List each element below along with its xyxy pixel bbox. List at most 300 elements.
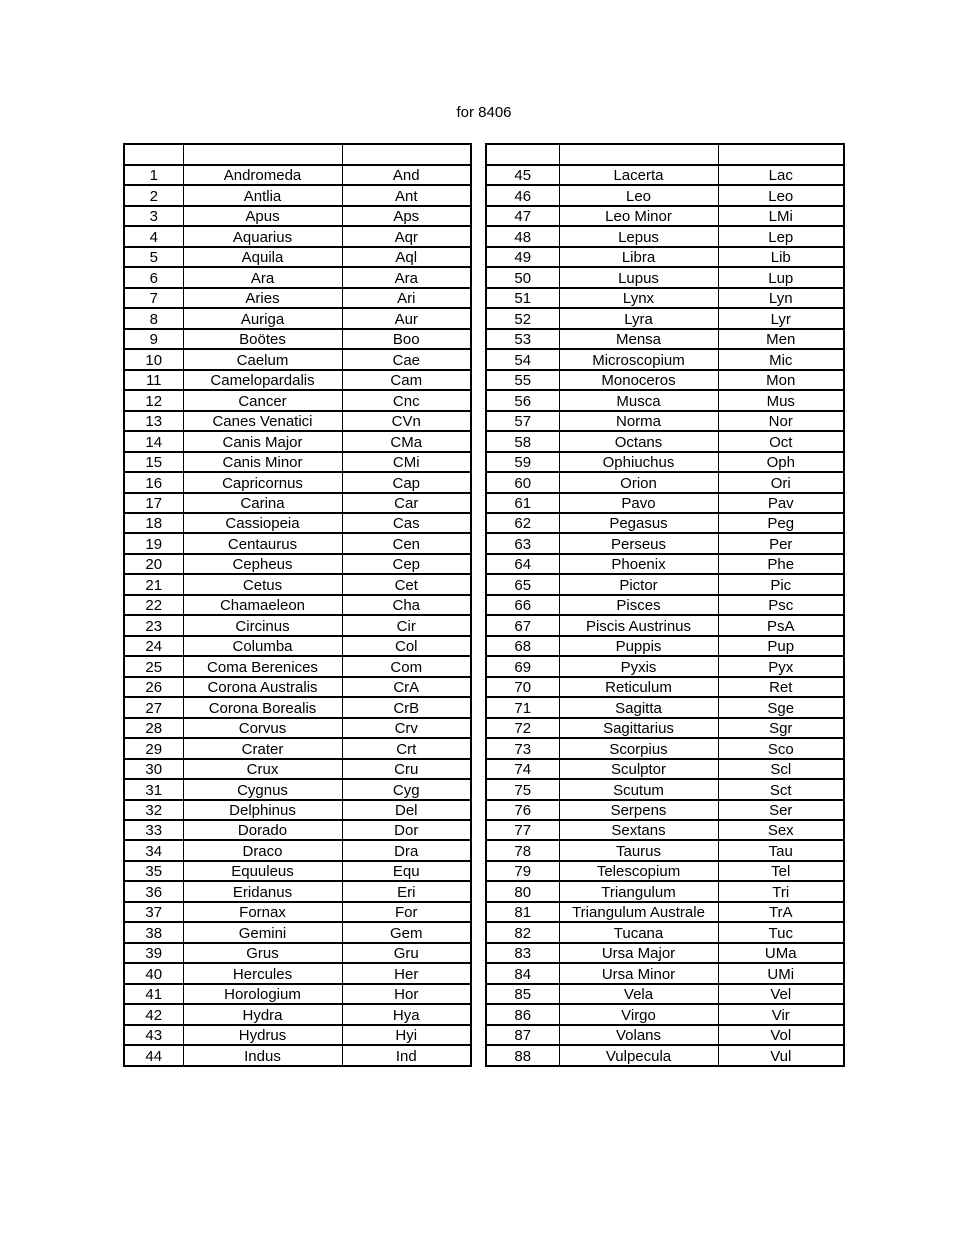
table-row xyxy=(486,267,844,287)
table-row xyxy=(486,390,844,410)
table-row xyxy=(124,431,471,451)
table-row xyxy=(486,206,844,226)
abbreviation-cell: For xyxy=(342,902,471,922)
name-cell: Lupus xyxy=(559,267,718,287)
abbreviation-cell: CMa xyxy=(342,431,471,451)
abbreviation-cell: Col xyxy=(342,636,471,656)
name-cell: Aquarius xyxy=(183,226,342,246)
abbreviation-cell: Sco xyxy=(718,738,844,758)
number-cell: 43 xyxy=(124,1025,183,1045)
number-cell: 20 xyxy=(124,554,183,574)
name-cell: Triangulum xyxy=(559,881,718,901)
abbreviation-cell: Hyi xyxy=(342,1025,471,1045)
number-cell: 12 xyxy=(124,390,183,410)
name-cell: Apus xyxy=(183,206,342,226)
name-cell: Draco xyxy=(183,840,342,860)
abbreviation-cell: Per xyxy=(718,533,844,553)
number-cell: 52 xyxy=(486,308,559,328)
name-cell: Volans xyxy=(559,1025,718,1045)
number-cell: 87 xyxy=(486,1025,559,1045)
number-cell: 42 xyxy=(124,1004,183,1024)
table-row xyxy=(486,452,844,472)
name-cell: Antlia xyxy=(183,185,342,205)
number-cell: 61 xyxy=(486,493,559,513)
number-cell: 85 xyxy=(486,984,559,1004)
name-cell: Pisces xyxy=(559,595,718,615)
abbreviation-cell: Aqr xyxy=(342,226,471,246)
abbreviation-cell: Ara xyxy=(342,267,471,287)
abbreviation-cell: Hya xyxy=(342,1004,471,1024)
table-row xyxy=(124,493,471,513)
number-cell: 3 xyxy=(124,206,183,226)
abbreviation-cell: Aur xyxy=(342,308,471,328)
header-cell xyxy=(486,144,559,165)
name-cell: Telescopium xyxy=(559,861,718,881)
abbreviation-cell: CrB xyxy=(342,697,471,717)
abbreviation-cell: Ant xyxy=(342,185,471,205)
name-cell: Taurus xyxy=(559,840,718,860)
abbreviation-cell: Equ xyxy=(342,861,471,881)
name-cell: Capricornus xyxy=(183,472,342,492)
number-cell: 8 xyxy=(124,308,183,328)
number-cell: 66 xyxy=(486,595,559,615)
name-cell: Carina xyxy=(183,493,342,513)
table-row xyxy=(124,308,471,328)
name-cell: Mensa xyxy=(559,329,718,349)
abbreviation-cell: Lyr xyxy=(718,308,844,328)
table-row xyxy=(486,349,844,369)
table-row xyxy=(486,1045,844,1065)
number-cell: 21 xyxy=(124,574,183,594)
number-cell: 25 xyxy=(124,656,183,676)
name-cell: Andromeda xyxy=(183,165,342,185)
name-cell: Cancer xyxy=(183,390,342,410)
number-cell: 83 xyxy=(486,943,559,963)
number-cell: 17 xyxy=(124,493,183,513)
table-row xyxy=(486,800,844,820)
name-cell: Cetus xyxy=(183,574,342,594)
abbreviation-cell: CMi xyxy=(342,452,471,472)
abbreviation-cell: Mon xyxy=(718,370,844,390)
table-row xyxy=(124,881,471,901)
table-row xyxy=(486,718,844,738)
name-cell: Libra xyxy=(559,247,718,267)
table-row xyxy=(486,165,844,185)
abbreviation-cell: Lep xyxy=(718,226,844,246)
name-cell: Virgo xyxy=(559,1004,718,1024)
name-cell: Sagitta xyxy=(559,697,718,717)
table-row xyxy=(124,615,471,635)
number-cell: 47 xyxy=(486,206,559,226)
number-cell: 69 xyxy=(486,656,559,676)
abbreviation-cell: Lib xyxy=(718,247,844,267)
abbreviation-cell: Oct xyxy=(718,431,844,451)
name-cell: Chamaeleon xyxy=(183,595,342,615)
table-row xyxy=(486,1004,844,1024)
table-row xyxy=(124,349,471,369)
abbreviation-cell: CrA xyxy=(342,677,471,697)
number-cell: 86 xyxy=(486,1004,559,1024)
table-row xyxy=(486,247,844,267)
abbreviation-cell: Ari xyxy=(342,288,471,308)
number-cell: 50 xyxy=(486,267,559,287)
abbreviation-cell: LMi xyxy=(718,206,844,226)
table-row xyxy=(124,984,471,1004)
number-cell: 84 xyxy=(486,963,559,983)
abbreviation-cell: Peg xyxy=(718,513,844,533)
name-cell: Lepus xyxy=(559,226,718,246)
number-cell: 59 xyxy=(486,452,559,472)
name-cell: Sculptor xyxy=(559,759,718,779)
table-row xyxy=(124,185,471,205)
number-cell: 82 xyxy=(486,922,559,942)
number-cell: 51 xyxy=(486,288,559,308)
table-row xyxy=(486,185,844,205)
name-cell: Leo Minor xyxy=(559,206,718,226)
name-cell: Ara xyxy=(183,267,342,287)
table-row xyxy=(486,943,844,963)
number-cell: 24 xyxy=(124,636,183,656)
number-cell: 64 xyxy=(486,554,559,574)
table-row xyxy=(124,411,471,431)
name-cell: Phoenix xyxy=(559,554,718,574)
number-cell: 57 xyxy=(486,411,559,431)
number-cell: 81 xyxy=(486,902,559,922)
abbreviation-cell: Cas xyxy=(342,513,471,533)
name-cell: Pegasus xyxy=(559,513,718,533)
table-row xyxy=(486,1025,844,1045)
abbreviation-cell: Sge xyxy=(718,697,844,717)
number-cell: 62 xyxy=(486,513,559,533)
table-row xyxy=(486,820,844,840)
abbreviation-cell: Mus xyxy=(718,390,844,410)
name-cell: Hydra xyxy=(183,1004,342,1024)
number-cell: 48 xyxy=(486,226,559,246)
abbreviation-cell: Sgr xyxy=(718,718,844,738)
table-row xyxy=(486,922,844,942)
table-row xyxy=(486,636,844,656)
table-row xyxy=(124,759,471,779)
name-cell: Puppis xyxy=(559,636,718,656)
constellation-table-right xyxy=(485,143,845,1067)
name-cell: Vulpecula xyxy=(559,1045,718,1065)
number-cell: 22 xyxy=(124,595,183,615)
table-row xyxy=(486,656,844,676)
constellation-table-left xyxy=(123,143,472,1067)
number-cell: 23 xyxy=(124,615,183,635)
table-row xyxy=(486,902,844,922)
number-cell: 11 xyxy=(124,370,183,390)
abbreviation-cell: Cru xyxy=(342,759,471,779)
header-cell xyxy=(559,144,718,165)
table-row xyxy=(486,574,844,594)
table-row xyxy=(124,779,471,799)
table-row xyxy=(486,759,844,779)
number-cell: 27 xyxy=(124,697,183,717)
table-row xyxy=(124,943,471,963)
table-row xyxy=(124,840,471,860)
name-cell: Corona Borealis xyxy=(183,697,342,717)
table-row xyxy=(124,1004,471,1024)
number-cell: 10 xyxy=(124,349,183,369)
name-cell: Indus xyxy=(183,1045,342,1065)
header-cell xyxy=(342,144,471,165)
number-cell: 65 xyxy=(486,574,559,594)
name-cell: Corona Australis xyxy=(183,677,342,697)
name-cell: Leo xyxy=(559,185,718,205)
number-cell: 15 xyxy=(124,452,183,472)
name-cell: Boötes xyxy=(183,329,342,349)
name-cell: Sextans xyxy=(559,820,718,840)
name-cell: Pictor xyxy=(559,574,718,594)
name-cell: Canes Venatici xyxy=(183,411,342,431)
table-row xyxy=(124,718,471,738)
abbreviation-cell: Ori xyxy=(718,472,844,492)
table-row xyxy=(486,411,844,431)
abbreviation-cell: Aql xyxy=(342,247,471,267)
page-title: for 8406 xyxy=(456,104,512,121)
name-cell: Canis Major xyxy=(183,431,342,451)
abbreviation-cell: Ind xyxy=(342,1045,471,1065)
header-cell xyxy=(124,144,183,165)
table-row xyxy=(486,595,844,615)
name-cell: Monoceros xyxy=(559,370,718,390)
name-cell: Horologium xyxy=(183,984,342,1004)
table-row xyxy=(486,493,844,513)
abbreviation-cell: Vir xyxy=(718,1004,844,1024)
table-row xyxy=(486,226,844,246)
number-cell: 56 xyxy=(486,390,559,410)
number-cell: 18 xyxy=(124,513,183,533)
name-cell: Vela xyxy=(559,984,718,1004)
table-row xyxy=(486,738,844,758)
abbreviation-cell: TrA xyxy=(718,902,844,922)
number-cell: 34 xyxy=(124,840,183,860)
table-row xyxy=(124,963,471,983)
number-cell: 7 xyxy=(124,288,183,308)
abbreviation-cell: Sct xyxy=(718,779,844,799)
number-cell: 78 xyxy=(486,840,559,860)
abbreviation-cell: Scl xyxy=(718,759,844,779)
number-cell: 41 xyxy=(124,984,183,1004)
number-cell: 9 xyxy=(124,329,183,349)
table-row xyxy=(124,390,471,410)
table-row xyxy=(124,329,471,349)
table-row xyxy=(486,329,844,349)
table-row xyxy=(124,656,471,676)
number-cell: 53 xyxy=(486,329,559,349)
number-cell: 77 xyxy=(486,820,559,840)
table-row xyxy=(124,636,471,656)
number-cell: 71 xyxy=(486,697,559,717)
table-row xyxy=(124,677,471,697)
abbreviation-cell: Mic xyxy=(718,349,844,369)
abbreviation-cell: Tel xyxy=(718,861,844,881)
number-cell: 88 xyxy=(486,1045,559,1065)
number-cell: 38 xyxy=(124,922,183,942)
name-cell: Hercules xyxy=(183,963,342,983)
table-row xyxy=(124,820,471,840)
name-cell: Triangulum Australe xyxy=(559,902,718,922)
abbreviation-cell: Lac xyxy=(718,165,844,185)
name-cell: Perseus xyxy=(559,533,718,553)
abbreviation-cell: Tau xyxy=(718,840,844,860)
number-cell: 30 xyxy=(124,759,183,779)
name-cell: Cepheus xyxy=(183,554,342,574)
table-row xyxy=(124,554,471,574)
abbreviation-cell: Pup xyxy=(718,636,844,656)
number-cell: 19 xyxy=(124,533,183,553)
abbreviation-cell: Vol xyxy=(718,1025,844,1045)
table-row xyxy=(124,595,471,615)
number-cell: 60 xyxy=(486,472,559,492)
abbreviation-cell: Eri xyxy=(342,881,471,901)
name-cell: Reticulum xyxy=(559,677,718,697)
table-row xyxy=(124,902,471,922)
number-cell: 26 xyxy=(124,677,183,697)
abbreviation-cell: Dra xyxy=(342,840,471,860)
abbreviation-cell: Vul xyxy=(718,1045,844,1065)
abbreviation-cell: Cyg xyxy=(342,779,471,799)
table-row xyxy=(486,697,844,717)
table-row xyxy=(486,881,844,901)
table-row xyxy=(124,1025,471,1045)
number-cell: 73 xyxy=(486,738,559,758)
abbreviation-cell: Sex xyxy=(718,820,844,840)
name-cell: Crux xyxy=(183,759,342,779)
name-cell: Aries xyxy=(183,288,342,308)
number-cell: 37 xyxy=(124,902,183,922)
name-cell: Ursa Minor xyxy=(559,963,718,983)
abbreviation-cell: Dor xyxy=(342,820,471,840)
number-cell: 2 xyxy=(124,185,183,205)
table-row xyxy=(124,288,471,308)
table-row xyxy=(486,984,844,1004)
abbreviation-cell: Cen xyxy=(342,533,471,553)
name-cell: Pavo xyxy=(559,493,718,513)
name-cell: Cygnus xyxy=(183,779,342,799)
name-cell: Coma Berenices xyxy=(183,656,342,676)
table-row xyxy=(486,513,844,533)
number-cell: 45 xyxy=(486,165,559,185)
table-row xyxy=(124,226,471,246)
table-row xyxy=(486,472,844,492)
table-row xyxy=(486,677,844,697)
table-row xyxy=(124,922,471,942)
table-row xyxy=(486,288,844,308)
abbreviation-cell: Cnc xyxy=(342,390,471,410)
name-cell: Orion xyxy=(559,472,718,492)
table-row xyxy=(124,697,471,717)
number-cell: 46 xyxy=(486,185,559,205)
name-cell: Hydrus xyxy=(183,1025,342,1045)
table-row xyxy=(124,165,471,185)
header-cell xyxy=(718,144,844,165)
abbreviation-cell: Boo xyxy=(342,329,471,349)
name-cell: Ursa Major xyxy=(559,943,718,963)
number-cell: 55 xyxy=(486,370,559,390)
table-row xyxy=(124,1045,471,1065)
name-cell: Scutum xyxy=(559,779,718,799)
abbreviation-cell: Cha xyxy=(342,595,471,615)
name-cell: Dorado xyxy=(183,820,342,840)
abbreviation-cell: UMi xyxy=(718,963,844,983)
number-cell: 67 xyxy=(486,615,559,635)
abbreviation-cell: Cae xyxy=(342,349,471,369)
number-cell: 36 xyxy=(124,881,183,901)
abbreviation-cell: Aps xyxy=(342,206,471,226)
table-row xyxy=(124,472,471,492)
abbreviation-cell: Gru xyxy=(342,943,471,963)
abbreviation-cell: Cep xyxy=(342,554,471,574)
table-row xyxy=(124,861,471,881)
name-cell: Delphinus xyxy=(183,800,342,820)
abbreviation-cell: Hor xyxy=(342,984,471,1004)
name-cell: Lynx xyxy=(559,288,718,308)
table-row xyxy=(486,554,844,574)
name-cell: Columba xyxy=(183,636,342,656)
number-cell: 79 xyxy=(486,861,559,881)
name-cell: Cassiopeia xyxy=(183,513,342,533)
abbreviation-cell: Cam xyxy=(342,370,471,390)
abbreviation-cell: Com xyxy=(342,656,471,676)
abbreviation-cell: Gem xyxy=(342,922,471,942)
name-cell: Piscis Austrinus xyxy=(559,615,718,635)
number-cell: 29 xyxy=(124,738,183,758)
number-cell: 54 xyxy=(486,349,559,369)
number-cell: 14 xyxy=(124,431,183,451)
number-cell: 70 xyxy=(486,677,559,697)
abbreviation-cell: CVn xyxy=(342,411,471,431)
name-cell: Crater xyxy=(183,738,342,758)
number-cell: 5 xyxy=(124,247,183,267)
table-row xyxy=(486,308,844,328)
number-cell: 80 xyxy=(486,881,559,901)
abbreviation-cell: Oph xyxy=(718,452,844,472)
name-cell: Serpens xyxy=(559,800,718,820)
abbreviation-cell: Ret xyxy=(718,677,844,697)
abbreviation-cell: Leo xyxy=(718,185,844,205)
table-row xyxy=(124,452,471,472)
number-cell: 72 xyxy=(486,718,559,738)
table-row xyxy=(486,861,844,881)
name-cell: Camelopardalis xyxy=(183,370,342,390)
table-row xyxy=(124,738,471,758)
abbreviation-cell: Men xyxy=(718,329,844,349)
number-cell: 4 xyxy=(124,226,183,246)
name-cell: Caelum xyxy=(183,349,342,369)
number-cell: 74 xyxy=(486,759,559,779)
abbreviation-cell: Crv xyxy=(342,718,471,738)
table-row xyxy=(124,370,471,390)
table-row xyxy=(486,779,844,799)
header-row xyxy=(124,144,471,165)
number-cell: 1 xyxy=(124,165,183,185)
name-cell: Auriga xyxy=(183,308,342,328)
name-cell: Centaurus xyxy=(183,533,342,553)
name-cell: Tucana xyxy=(559,922,718,942)
abbreviation-cell: Vel xyxy=(718,984,844,1004)
name-cell: Sagittarius xyxy=(559,718,718,738)
name-cell: Scorpius xyxy=(559,738,718,758)
number-cell: 35 xyxy=(124,861,183,881)
abbreviation-cell: Cet xyxy=(342,574,471,594)
name-cell: Equuleus xyxy=(183,861,342,881)
number-cell: 6 xyxy=(124,267,183,287)
abbreviation-cell: Lup xyxy=(718,267,844,287)
number-cell: 39 xyxy=(124,943,183,963)
name-cell: Circinus xyxy=(183,615,342,635)
